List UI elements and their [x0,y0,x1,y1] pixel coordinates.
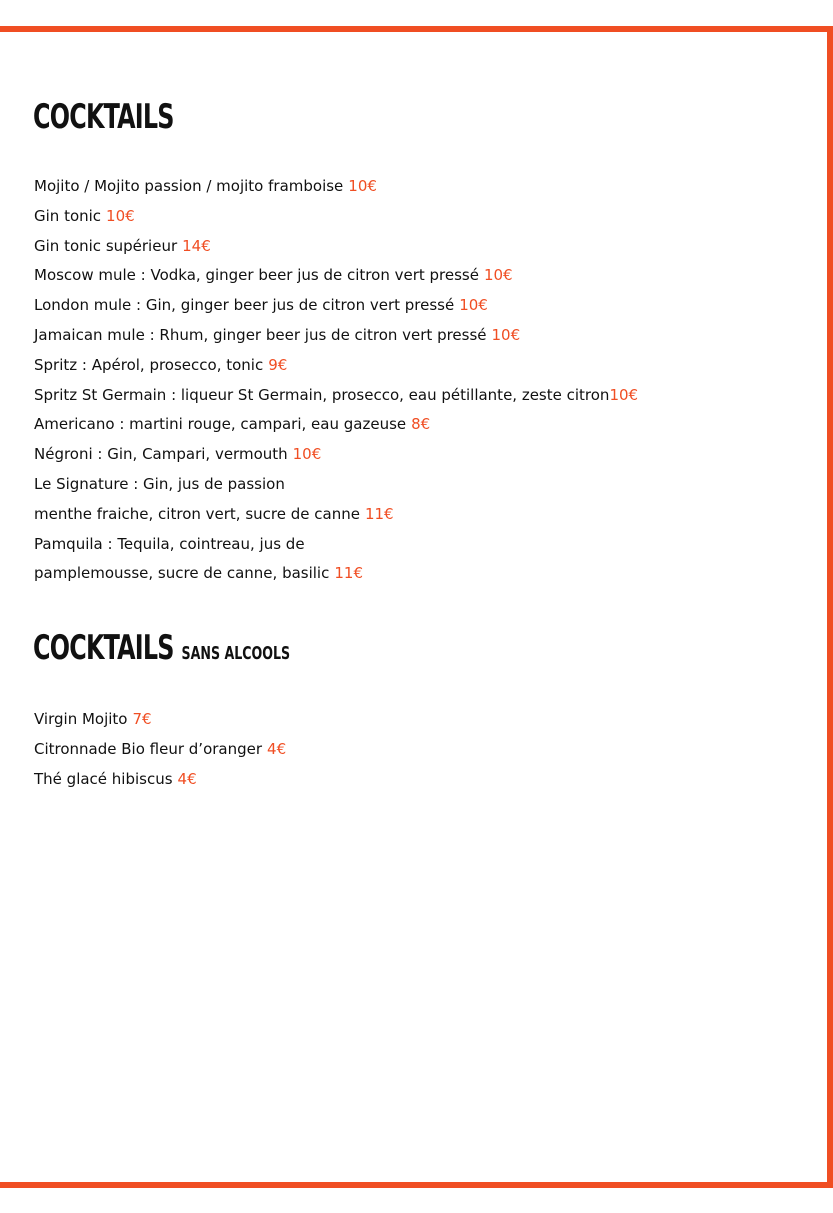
item-name: Jamaican mule : Rhum, ginger beer jus de citron vert pressé [34,325,487,344]
sans-alcool-list [34,705,286,794]
item-name: Gin tonic [34,206,102,225]
item-price: 4€ [267,739,287,758]
item-name: Thé glacé hibiscus [34,769,173,788]
menu-item [34,202,638,232]
item-name: Spritz St Germain : liqueur St Germain, prosecco, eau pétillante, zeste citron [34,385,610,404]
item-name: menthe fraiche, citron vert, sucre de canne [34,504,360,523]
menu-item [34,410,638,440]
cocktails-list [34,172,638,589]
menu-item [34,381,638,411]
menu-item [34,559,638,589]
item-name: pamplemousse, sucre de canne, basilic [34,564,330,583]
item-name: Gin tonic supérieur [34,236,178,255]
item-price: 7€ [132,710,152,728]
menu-item [34,291,638,321]
menu-item [34,172,638,202]
item-price: 10€ [292,445,322,464]
item-price: 10€ [491,325,521,344]
item-price: 10€ [483,266,513,285]
item-price: 14€ [182,236,211,255]
item-price: 4€ [177,769,197,788]
item-name: London mule : Gin, ginger beer jus de citron vert pressé [34,296,455,315]
item-name: Mojito / Mojito passion / mojito framboise [34,177,344,195]
item-name: Moscow mule : Vodka, ginger beer jus de citron vert pressé [34,266,479,285]
item-price: 10€ [348,177,377,195]
menu-item [34,261,638,291]
menu-item [34,470,638,500]
sans-alcool-section-title [33,628,291,668]
cocktails-section-title: COCKTAILS [33,97,174,137]
item-name: Americano : martini rouge, campari, eau gazeuse [34,415,407,434]
item-price: 10€ [459,296,488,315]
sans-alcool-title-main: COCKTAILS [33,628,174,668]
item-price: 10€ [106,206,135,225]
menu-item [34,351,638,381]
item-name: Virgin Mojito [34,710,128,728]
item-name: Négroni : Gin, Campari, vermouth [34,445,288,464]
menu-item [34,440,638,470]
menu-item [34,765,286,795]
item-price: 9€ [268,355,288,374]
item-price: 8€ [411,415,431,434]
menu-item [34,321,638,351]
menu-item [34,735,286,765]
menu-item [34,500,638,530]
menu-item [34,530,638,560]
item-price: 10€ [609,385,639,404]
item-price: 11€ [334,564,363,583]
item-name: Pamquila : Tequila, cointreau, jus de [34,534,305,553]
item-name: Spritz : Apérol, prosecco, tonic [34,355,264,374]
item-name: Le Signature : Gin, jus de passion [34,474,285,493]
item-price: 11€ [364,504,394,523]
item-name: Citronnade Bio fleur d’oranger [34,739,263,758]
menu-item [34,705,286,735]
menu-item [34,232,638,262]
sans-alcool-subtitle: SANS ALCOOLS [181,643,291,664]
